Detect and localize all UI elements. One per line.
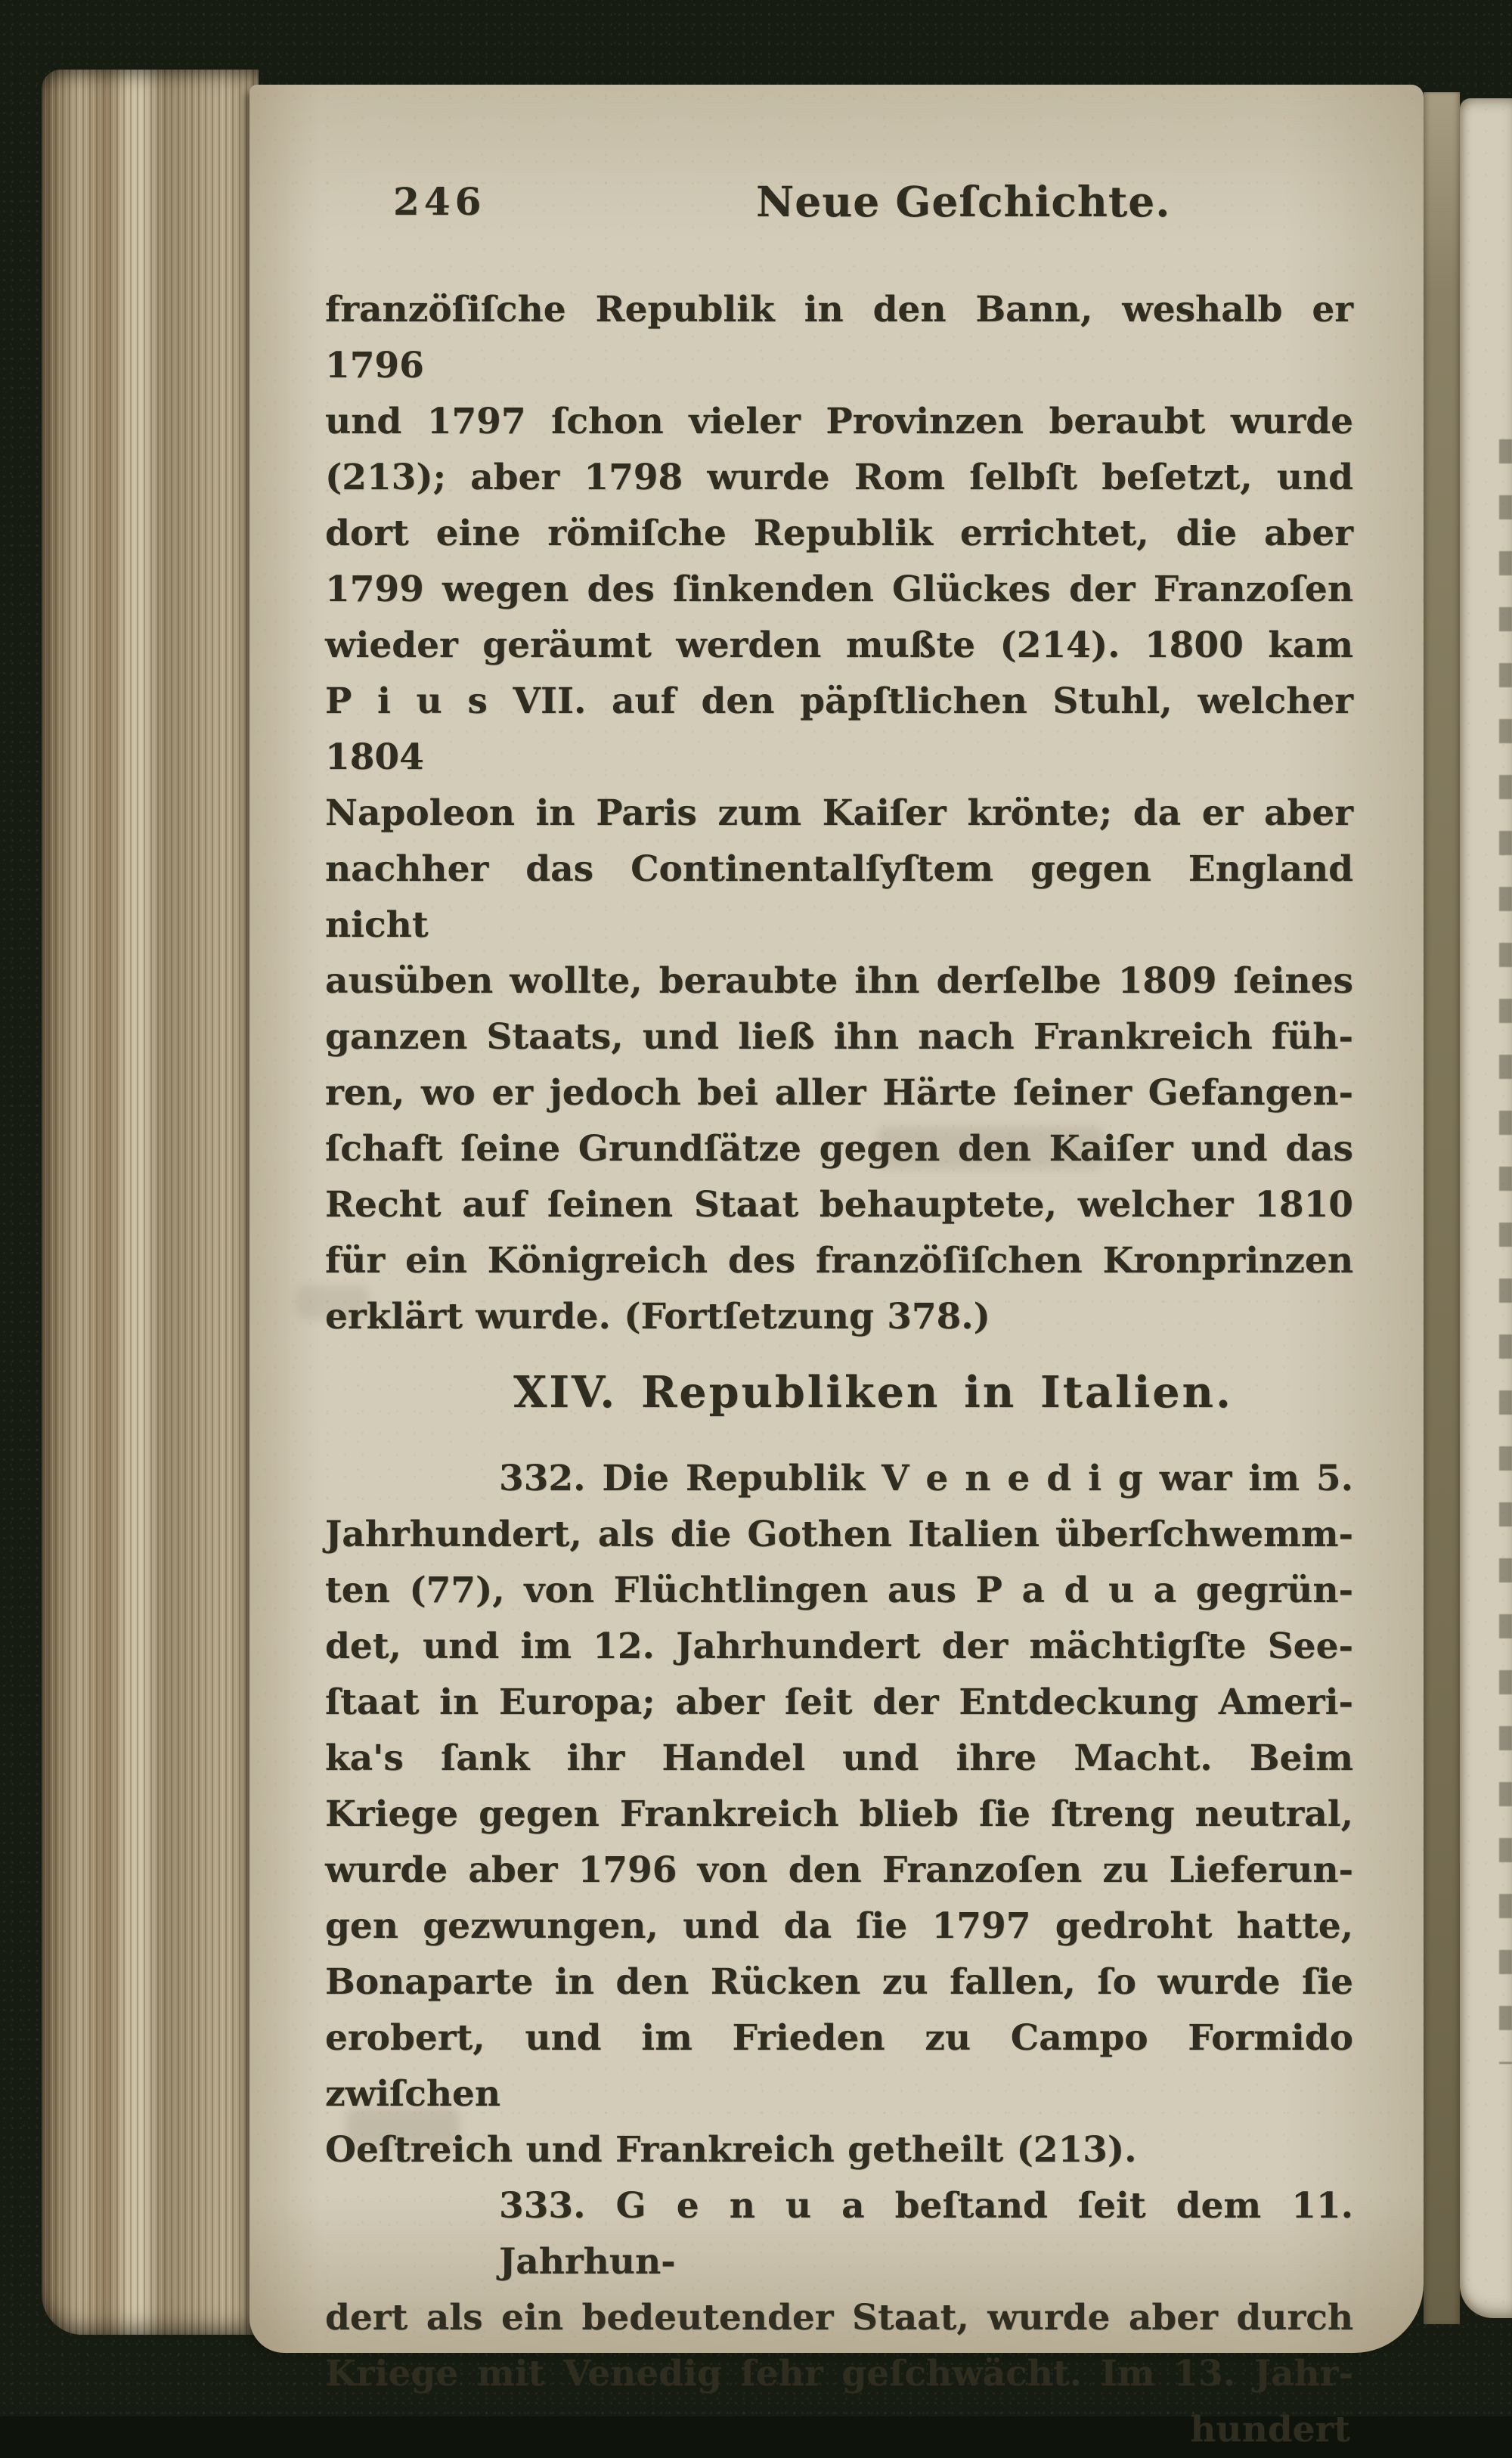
text-line: ka's ſank ihr Handel und ihre Macht. Beim [325, 1737, 1353, 1779]
text-line: Napoleon in Paris zum Kaiſer krönte; da er aber [325, 792, 1353, 834]
text-line: wieder geräumt werden mußte (214). 1800 kam [325, 625, 1353, 666]
paragraph-333 [325, 2178, 1353, 2458]
page-header [325, 174, 1353, 230]
text-line: det, und im 12. Jahrhundert der mächtigſte See- [325, 1626, 1353, 1667]
text-line: erklärt wurde. (Fortſetzung 378.) [325, 1296, 990, 1337]
text-line: 332. Die Republik V e n e d i g war im 5. [499, 1458, 1353, 1499]
text-line: ren, wo er jedoch bei aller Härte ſeiner Gefangen- [325, 1072, 1353, 1114]
text-line: Bonaparte in den Rücken zu fallen, ſo wurde ſie [325, 1961, 1353, 2003]
text-line: nachher das Continentalſyſtem gegen England nicht [325, 848, 1353, 946]
page-gutter [1424, 92, 1460, 2324]
text-line: Oeſtreich und Frankreich getheilt (213). [325, 2129, 1137, 2171]
text-line: dert als ein bedeutender Staat, wurde aber durch [325, 2297, 1353, 2339]
text-line: wurde aber 1796 von den Franzoſen zu Lieferun- [325, 1849, 1353, 1891]
text-line: 333. G e n u a beſtand ſeit dem 11. Jahrhun- [499, 2185, 1353, 2283]
next-page-sliver [1460, 98, 1512, 2318]
book-page [249, 85, 1424, 2450]
text-line: 1799 wegen des ſinkenden Glückes der Franzoſen [325, 569, 1353, 610]
page-content [325, 85, 1353, 2458]
edge-text-fragments [1499, 423, 1512, 2064]
running-title: Neue Geſchichte. [756, 177, 1171, 226]
text-line: und 1797 ſchon vieler Provinzen beraubt wurde [325, 401, 1353, 442]
text-line: Kriege gegen Frankreich blieb ſie ſtreng neutral, [325, 1793, 1353, 1835]
text-line: (213); aber 1798 wurde Rom ſelbſt beſetzt, und [325, 457, 1353, 498]
page-number: 246 [393, 179, 486, 224]
text-line: erobert, und im Frieden zu Campo Formido zwiſchen [325, 2017, 1353, 2115]
text-line: P i u s VII. auf den päpſtlichen Stuhl, welcher 1804 [325, 680, 1353, 778]
text-line: franzöſiſche Republik in den Bann, weshalb er 1796 [325, 289, 1353, 386]
text-line: ſchaft ſeine Grundſätze gegen den Kaiſer und das [325, 1128, 1353, 1170]
text-line: ſtaat in Europa; aber ſeit der Entdeckung Ameri- [325, 1682, 1353, 1723]
text-line: Jahrhundert, als die Gothen Italien überſchwemm- [325, 1514, 1353, 1555]
text-line: ausüben wollte, beraubte ihn derſelbe 1809 ſeines [325, 960, 1353, 1002]
text-line: ten (77), von Flüchtlingen aus P a d u a gegrün- [325, 1570, 1353, 1611]
paragraph-continuation [325, 282, 1353, 1345]
text-line: Recht auf ſeinen Staat behauptete, welcher 1810 [325, 1184, 1353, 1226]
page-edge-stack [42, 70, 259, 2335]
text-line: dort eine römiſche Republik errichtet, die aber [325, 513, 1353, 554]
text-line: gen gezwungen, und da ſie 1797 gedroht hatte, [325, 1905, 1353, 1947]
text-line: für ein Königreich des franzöſiſchen Kronprinzen [325, 1240, 1353, 1282]
paragraph-332 [325, 1451, 1353, 2178]
section-heading: XIV. Republiken in Italien. [513, 1367, 1233, 1418]
text-line: Kriege mit Venedig ſehr geſchwächt. Im 13. Jahr- [325, 2353, 1353, 2394]
text-line: ganzen Staats, und ließ ihn nach Frankreich füh- [325, 1016, 1353, 1058]
catchword: hundert [1190, 2409, 1350, 2450]
